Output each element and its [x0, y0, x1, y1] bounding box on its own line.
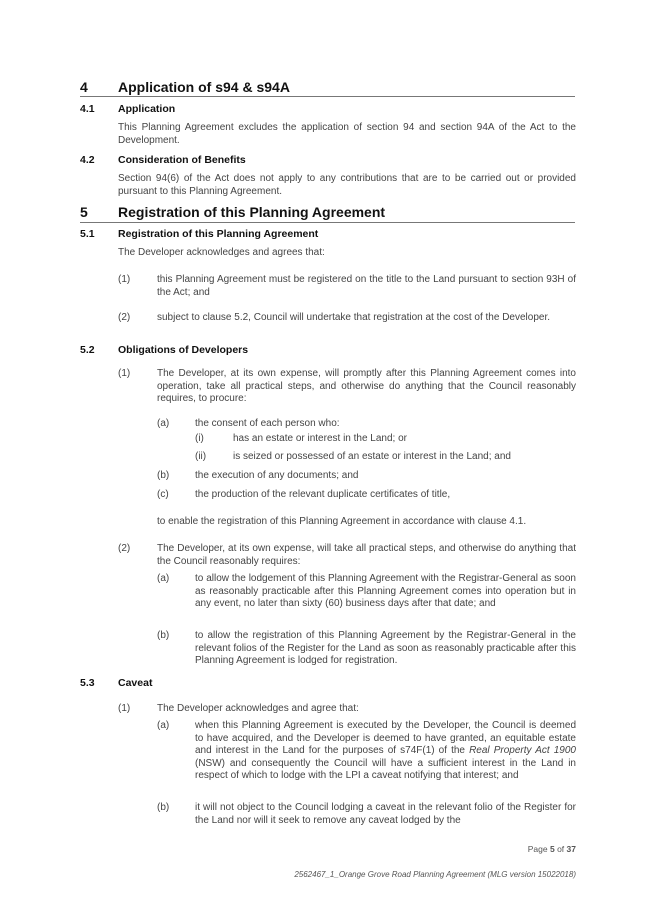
section-5-heading: Registration of this Planning Agreement [118, 204, 386, 220]
clause-5-2-1-a-i-label: (i) [195, 433, 204, 444]
clause-5-3-1-a-text-post: (NSW) and consequently the Council will have a sufficient interest in the Land in respect of which to lodge with the LPI a caveat notifying that interest; and [195, 757, 576, 781]
page-prefix: Page [527, 844, 550, 854]
clause-5-3-1-a-label: (a) [157, 720, 170, 731]
clause-4-1-number: 4.1 [80, 103, 95, 115]
clause-5-1-heading: Registration of this Planning Agreement [118, 228, 319, 240]
clause-4-1-heading: Application [118, 103, 176, 115]
clause-5-2-1-a-label: (a) [157, 418, 170, 429]
clause-5-2-2-b-label: (b) [157, 630, 170, 641]
section-4-heading: Application of s94 & s94A [118, 79, 290, 95]
clause-5-3-1-a-text-pre: when this Planning Agreement is executed by the Developer, the Council is deemed to have acquired, and the Developer is deemed to have granted, an equitable estate and interest in the Land for the purposes of s74F(1) of the [195, 720, 576, 756]
clause-5-2-1-b-text: the execution of any documents; and [195, 470, 359, 481]
section-5-rule [80, 222, 575, 223]
page-of: of [554, 844, 567, 854]
clause-5-2-2-text: The Developer, at its own expense, will take all practical steps, and otherwise do anything that the Council reasonably requires: [157, 543, 576, 567]
clause-5-3-1-b-text: it will not object to the Council lodging a caveat in the relevant folio of the Register for the Land nor will it seek to remove any caveat lodged by the [195, 802, 576, 826]
real-property-act-citation: Real Property Act 1900 [469, 745, 576, 756]
clause-5-1-number: 5.1 [80, 228, 95, 240]
clause-5-2-1-a-i-text: has an estate or interest in the Land; or [233, 433, 407, 444]
section-4-number: 4 [80, 79, 88, 95]
clause-5-1-item-1-label: (1) [118, 274, 131, 285]
clause-5-2-2-a-label: (a) [157, 573, 170, 584]
clause-5-1-item-1-text: this Planning Agreement must be registered on the title to the Land pursuant to section 93H of the Act; and [157, 274, 576, 298]
clause-5-2-1-label: (1) [118, 368, 131, 379]
section-4-rule [80, 96, 575, 97]
clause-4-2-number: 4.2 [80, 154, 95, 166]
clause-5-2-1-b-label: (b) [157, 470, 170, 481]
clause-5-2-1-c-text: the production of the relevant duplicate certificates of title, [195, 489, 451, 500]
clause-5-3-1-a-text [195, 720, 576, 783]
clause-5-2-1-tail: to enable the registration of this Planning Agreement in accordance with clause 4.1. [157, 516, 527, 527]
clause-5-2-2-b-text: to allow the registration of this Planning Agreement by the Registrar-General in the relevant folios of the Register for the Land as soon as reasonably practicable after this Planning Agreement is lodged for registration. [195, 630, 576, 666]
document-reference: 2562467_1_Orange Grove Road Planning Agreement (MLG version 15022018) [294, 870, 576, 879]
clause-5-2-1-a-ii-label: (ii) [195, 451, 207, 462]
clause-5-3-heading: Caveat [118, 677, 153, 689]
clause-4-1-text: This Planning Agreement excludes the application of section 94 and section 94A of the Act to the Development. [118, 122, 576, 146]
page-current: 5 [549, 844, 555, 854]
clause-5-2-heading: Obligations of Developers [118, 344, 249, 356]
clause-5-2-1-a-ii-text: is seized or possessed of an estate or interest in the Land; and [233, 451, 511, 462]
clause-5-2-2-a-text: to allow the lodgement of this Planning Agreement with the Registrar-General as soon as reasonably practicable after this Planning Agreement comes into operation but in any event, no later than sixty (60) business days after that date; and [195, 573, 576, 609]
section-5-number: 5 [80, 204, 88, 220]
clause-5-2-number: 5.2 [80, 344, 95, 356]
clause-5-3-number: 5.3 [80, 677, 95, 689]
clause-5-3-1-text: The Developer acknowledges and agree that: [157, 703, 359, 714]
clause-5-1-item-2-label: (2) [118, 312, 131, 323]
clause-5-3-1-label: (1) [118, 703, 131, 714]
clause-4-2-heading: Consideration of Benefits [118, 154, 246, 166]
clause-5-1-intro: The Developer acknowledges and agrees that: [118, 247, 325, 258]
clause-4-2-text: Section 94(6) of the Act does not apply to any contributions that are to be carried out or provided pursuant to this Planning Agreement. [118, 173, 576, 197]
page-number [528, 844, 576, 854]
clause-5-2-1-text: The Developer, at its own expense, will promptly after this Planning Agreement comes into operation, take all practical steps, and otherwise do anything that the Council reasonably requires, to procure: [157, 368, 576, 404]
clause-5-3-1-b-label: (b) [157, 802, 170, 813]
clause-5-1-item-2-text: subject to clause 5.2, Council will undertake that registration at the cost of the Developer. [157, 312, 550, 323]
page-total: 37 [566, 844, 576, 854]
clause-5-2-1-a-text: the consent of each person who: [195, 418, 340, 429]
clause-5-2-1-c-label: (c) [157, 489, 169, 500]
clause-5-2-2-label: (2) [118, 543, 131, 554]
